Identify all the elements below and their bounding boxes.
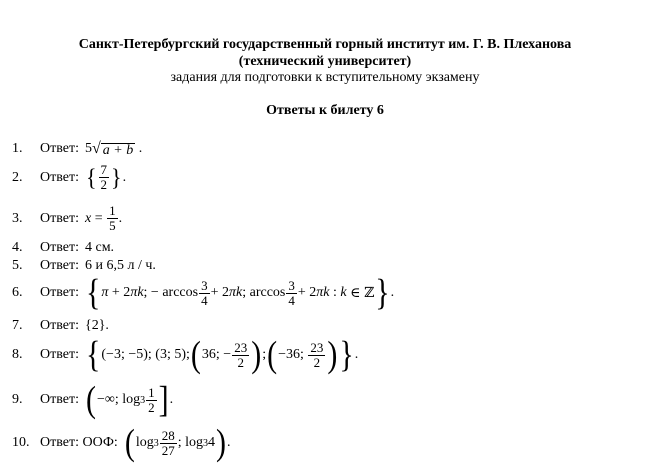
answer-label: Ответ: xyxy=(40,347,79,362)
answer-label: Ответ: xyxy=(40,141,79,156)
answer-formula: ( log 3 $\frac{28}{27}$ ; log 3 4 ) . xyxy=(124,421,231,463)
answer-text: 6 и 6,5 л / ч. xyxy=(84,258,156,273)
answer-label: Ответ: xyxy=(40,285,79,300)
tasks-description: задания для подготовки к вступительному экзамену xyxy=(170,70,480,85)
answer-number: 4. xyxy=(12,240,23,255)
answer-5 xyxy=(12,258,156,274)
answer-9 xyxy=(12,378,174,420)
answer-label: Ответ: xyxy=(40,240,79,255)
answer-4 xyxy=(12,240,114,256)
answer-label: Ответ: xyxy=(40,169,79,185)
answer-number: 6. xyxy=(12,285,23,300)
answer-formula: x = $\frac{1}{5}$ . xyxy=(84,203,123,233)
institute-name: Санкт-Петербургский государственный горный институт им. Г. В. Плеханова xyxy=(78,37,572,52)
answer-formula: ( −∞; log 3 $\frac{1}{2}$ ] . xyxy=(85,378,174,420)
answer-number: 9. xyxy=(12,392,23,407)
answer-formula: { $\frac{7}{2}$ } . xyxy=(85,162,127,192)
answer-10 xyxy=(12,421,231,463)
answer-3 xyxy=(12,204,122,233)
answer-number: 7. xyxy=(12,318,23,333)
answer-text: 4 см. xyxy=(84,240,115,255)
answer-formula: 5 √ a + b . xyxy=(84,140,143,158)
answer-formula: { (−3; −5); (3; 5); ( 36; − $\frac{23}{2}$ ) ; ( −36; $\frac{23}{2}$ ) } . xyxy=(85,333,359,375)
answer-text: {2}. xyxy=(84,318,109,333)
page-header xyxy=(0,36,650,119)
answer-label: Ответ: xyxy=(40,392,79,407)
answer-label: Ответ: xyxy=(40,210,79,226)
answer-number: 1. xyxy=(12,141,23,156)
answer-1 xyxy=(12,140,142,158)
answer-label: Ответ: ООФ: xyxy=(40,435,118,450)
institute-subtitle: (технический университет) xyxy=(238,54,412,69)
answer-number: 5. xyxy=(12,258,23,273)
answer-formula: { π + 2 πk ; − arccos $\frac{3}{4}$ + 2 πk ; arccos $\frac{3}{4}$ + 2 πk : k ∈ ℤ } . xyxy=(85,271,395,313)
answer-8 xyxy=(12,333,359,375)
answer-number: 2. xyxy=(12,169,23,185)
answer-number: 3. xyxy=(12,210,23,226)
answer-2 xyxy=(12,163,126,192)
answer-label: Ответ: xyxy=(40,318,79,333)
answer-label: Ответ: xyxy=(40,258,79,273)
answer-7 xyxy=(12,318,109,334)
answer-6 xyxy=(12,271,395,313)
answer-number: 8. xyxy=(12,347,23,362)
page-title: Ответы к билету 6 xyxy=(266,103,384,118)
answer-number: 10. xyxy=(12,435,30,450)
